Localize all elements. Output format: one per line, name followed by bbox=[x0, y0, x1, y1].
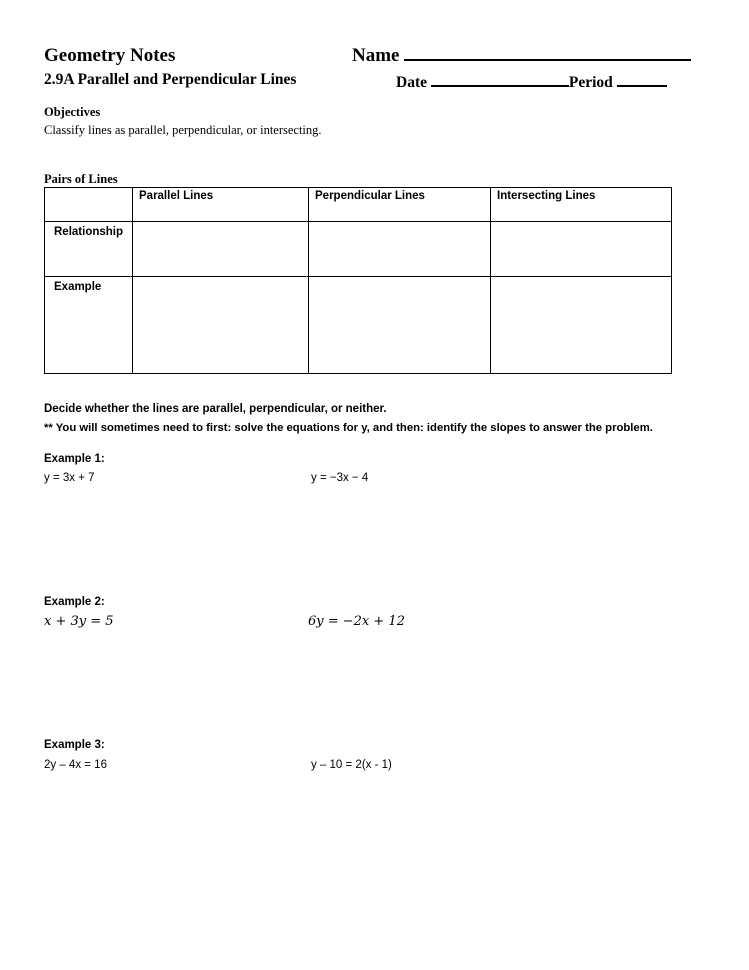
cell-relationship-parallel[interactable] bbox=[133, 222, 309, 277]
period-label: Period bbox=[568, 74, 613, 91]
objectives-text: Classify lines as parallel, perpendicular, or intersecting. bbox=[44, 123, 322, 137]
example-2-equation-2: 6y = −2x + 12 bbox=[308, 614, 405, 629]
cell-example-parallel[interactable] bbox=[133, 277, 309, 374]
col-header-intersecting: Intersecting Lines bbox=[491, 188, 672, 222]
cell-relationship-perpendicular[interactable] bbox=[309, 222, 491, 277]
name-blank[interactable] bbox=[404, 45, 691, 61]
example-3-equation-1: 2y – 4x = 16 bbox=[44, 759, 107, 771]
table-row-relationship bbox=[45, 222, 672, 277]
col-header-perpendicular: Perpendicular Lines bbox=[309, 188, 491, 222]
pairs-of-lines-table bbox=[44, 187, 672, 374]
period-blank[interactable] bbox=[617, 71, 667, 87]
cell-example-perpendicular[interactable] bbox=[309, 277, 491, 374]
name-field[interactable] bbox=[352, 45, 691, 67]
objectives-heading: Objectives bbox=[44, 105, 101, 119]
table-row-example bbox=[45, 277, 672, 374]
date-period-field[interactable] bbox=[396, 71, 667, 92]
instructions-line-2: ** You will sometimes need to first: solve the equations for y, and then: identify the slopes to answer the problem. bbox=[44, 422, 653, 434]
example-1-equation-1: y = 3x + 7 bbox=[44, 472, 95, 484]
cell-example-intersecting[interactable] bbox=[491, 277, 672, 374]
instructions-line-1: Decide whether the lines are parallel, perpendicular, or neither. bbox=[44, 403, 387, 415]
name-label: Name bbox=[352, 45, 400, 66]
col-header-parallel: Parallel Lines bbox=[133, 188, 309, 222]
example-3-label: Example 3: bbox=[44, 739, 105, 751]
cell-relationship-intersecting[interactable] bbox=[491, 222, 672, 277]
example-3-equation-2: y – 10 = 2(x - 1) bbox=[311, 759, 392, 771]
example-1-equation-2: y = −3x − 4 bbox=[311, 472, 369, 484]
page-title: Geometry Notes bbox=[44, 45, 176, 66]
pairs-of-lines-caption: Pairs of Lines bbox=[44, 172, 118, 186]
date-blank[interactable] bbox=[431, 71, 569, 87]
lesson-subtitle: 2.9A Parallel and Perpendicular Lines bbox=[44, 71, 297, 88]
table-header-row bbox=[45, 188, 672, 222]
date-label: Date bbox=[396, 74, 427, 91]
table-corner-cell bbox=[45, 188, 133, 222]
row-label-example: Example bbox=[45, 277, 133, 374]
example-2-label: Example 2: bbox=[44, 596, 105, 608]
row-label-relationship: Relationship bbox=[45, 222, 133, 277]
example-1-label: Example 1: bbox=[44, 453, 105, 465]
example-2-equation-1: x + 3y = 5 bbox=[44, 614, 114, 629]
